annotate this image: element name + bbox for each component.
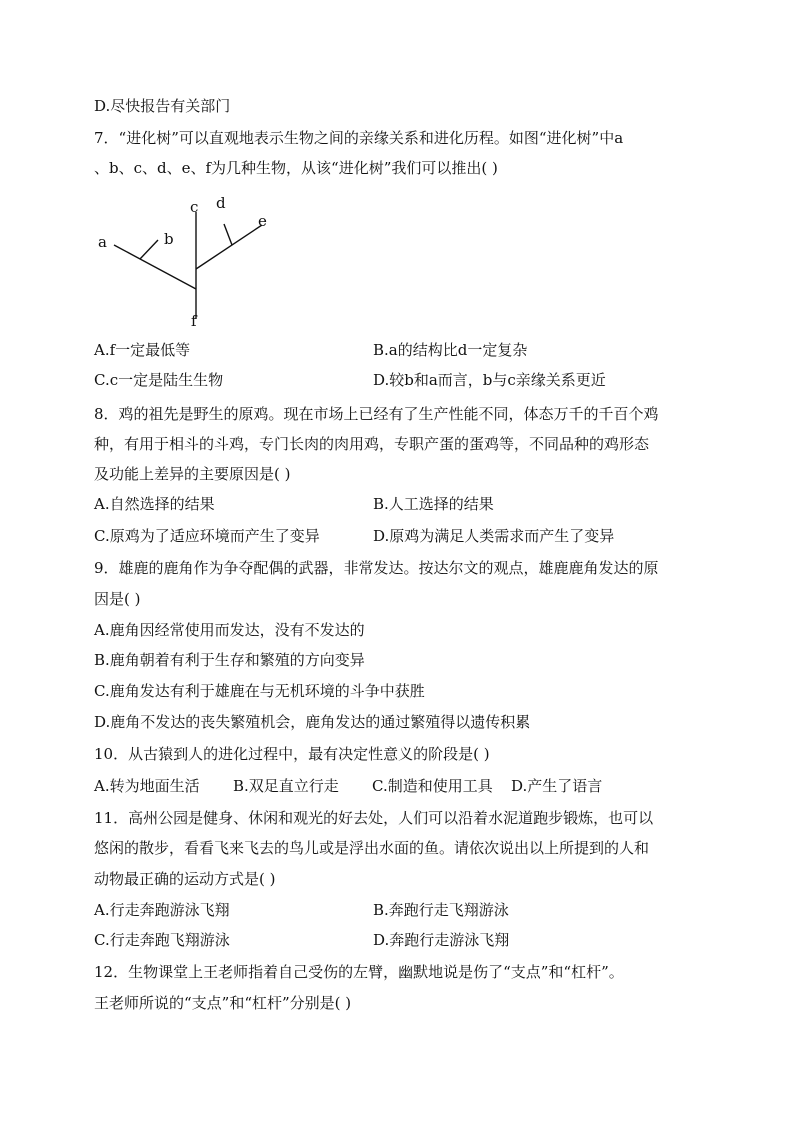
q8-option-a: A.自然选择的结果: [94, 495, 215, 513]
q12-stem-line2: 王老师所说的“支点”和“杠杆”分别是( ): [94, 994, 352, 1012]
q9-option-a: A.鹿角因经常使用而发达，没有不发达的: [94, 621, 365, 639]
tree-label-a: a: [98, 233, 107, 251]
q10-stem: 10．从古猿到人的进化过程中，最有决定性意义的阶段是( ): [94, 745, 490, 763]
tree-label-e: e: [258, 212, 267, 230]
q7-option-b: B.a的结构比d一定复杂: [373, 341, 528, 359]
tree-branch-b: [140, 240, 158, 259]
q11-stem-line3: 动物最正确的运动方式是( ): [94, 870, 276, 888]
q11-stem-line1: 11．高州公园是健身、休闲和观光的好去处，人们可以沿着水泥道跑步锻炼，也可以: [94, 809, 654, 827]
q9-option-b: B.鹿角朝着有利于生存和繁殖的方向变异: [94, 651, 365, 669]
q10-option-c: C.制造和使用工具: [372, 777, 493, 795]
q7-option-d: D.较b和a而言，b与c亲缘关系更近: [373, 371, 606, 389]
q7-option-c: C.c一定是陆生生物: [94, 371, 224, 389]
tree-label-c: c: [190, 198, 199, 216]
q11-option-d: D.奔跑行走游泳飞翔: [373, 931, 510, 949]
tree-label-f: f: [191, 312, 197, 330]
tree-branch-a: [114, 245, 196, 289]
q9-option-d: D.鹿角不发达的丧失繁殖机会，鹿角发达的通过繁殖得以遗传积累: [94, 713, 531, 731]
q11-stem-line2: 悠闲的散步，看看飞来飞去的鸟儿或是浮出水面的鱼。请依次说出以上所提到的人和: [94, 839, 650, 857]
q7-stem-line2: 、b、c、d、e、f为几种生物，从该“进化树”我们可以推出( ): [94, 159, 498, 177]
q10-option-a: A.转为地面生活: [94, 777, 200, 795]
tree-label-b: b: [164, 230, 174, 248]
q11-option-a: A.行走奔跑游泳飞翔: [94, 901, 230, 919]
tree-branch-d: [224, 224, 232, 245]
q8-stem-line1: 8．鸡的祖先是野生的原鸡。现在市场上已经有了生产性能不同，体态万千的千百个鸡: [94, 405, 659, 423]
q9-stem-line2: 因是( ): [94, 590, 141, 608]
q8-option-b: B.人工选择的结果: [373, 495, 494, 513]
q11-option-c: C.行走奔跑飞翔游泳: [94, 931, 230, 949]
q10-option-d: D.产生了语言: [511, 777, 603, 795]
q7-option-a: A.f一定最低等: [94, 341, 191, 359]
q8-stem-line2: 种，有用于相斗的斗鸡，专门长肉的肉用鸡，专职产蛋的蛋鸡等，不同品种的鸡形态: [94, 435, 650, 453]
q9-stem-line1: 9．雄鹿的鹿角作为争夺配偶的武器，非常发达。按达尔文的观点，雄鹿鹿角发达的原: [94, 559, 659, 577]
q8-stem-line3: 及功能上差异的主要原因是( ): [94, 465, 291, 483]
tree-label-d: d: [216, 194, 226, 212]
q10-option-b: B.双足直立行走: [233, 777, 339, 795]
q8-option-c: C.原鸡为了适应环境而产生了变异: [94, 527, 320, 545]
q7-stem-line1: 7．“进化树”可以直观地表示生物之间的亲缘关系和进化历程。如图“进化树”中a: [94, 129, 624, 147]
q11-option-b: B.奔跑行走飞翔游泳: [373, 901, 509, 919]
tree-branch-e: [196, 225, 262, 269]
q12-stem-line1: 12．生物课堂上王老师指着自己受伤的左臂，幽默地说是伤了“支点”和“杠杆”。: [94, 963, 624, 981]
q6-option-d: D.尽快报告有关部门: [94, 97, 231, 115]
q8-option-d: D.原鸡为满足人类需求而产生了变异: [373, 527, 615, 545]
q9-option-c: C.鹿角发达有利于雄鹿在与无机环境的斗争中获胜: [94, 682, 425, 700]
evolution-tree-diagram: [94, 192, 284, 332]
